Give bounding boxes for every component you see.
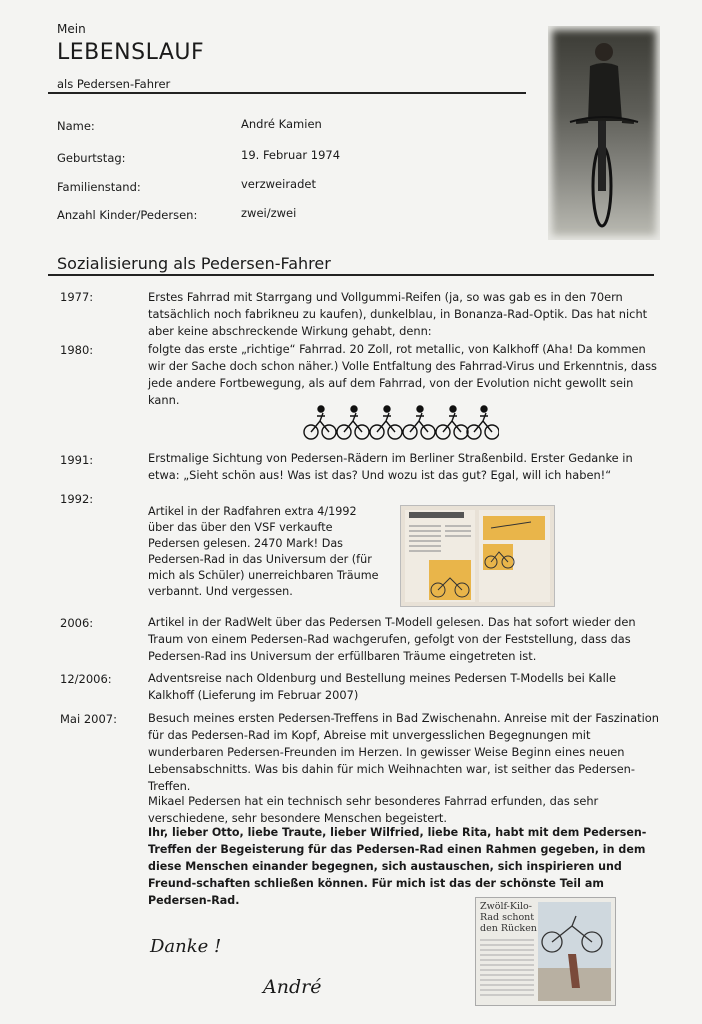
entry-year: 12/2006: [60, 672, 112, 686]
newspaper-clipping [475, 897, 616, 1006]
entry-year: 2006: [60, 616, 94, 630]
bicycles-illustration [303, 404, 499, 442]
page-title: LEBENSLAUF [57, 40, 205, 65]
entry-year: 1991: [60, 453, 94, 467]
marital-status-label: Familienstand: [57, 180, 141, 194]
birthday-value: 19. Februar 1974 [241, 148, 341, 162]
children-label: Anzahl Kinder/Pedersen: [57, 208, 198, 222]
cyclist-photo [548, 26, 660, 240]
clipping-headline: Zwölf-Kilo-Rad schont den Rücken [480, 901, 537, 934]
entry-text: Artikel in der Radfahren extra 4/1992 über das über den VSF verkaufte Pedersen gelesen. 2470 Mark! Das Pedersen-Rad in das Universum der (für mich als Schüler) unerreichbaren Träume verbannt. Und vergessen. [148, 505, 379, 598]
section-title: Sozialisierung als Pedersen-Fahrer [57, 254, 331, 273]
signature: André [263, 976, 322, 998]
entry-text: Erstmalige Sichtung von Pedersen-Rädern im Berliner Straßenbild. Erster Gedanke in etwa: „Sieht schön aus! Was ist das? Und wozu ist das gut? Egal, will ich haben!“ [148, 451, 633, 482]
header-divider [48, 92, 526, 94]
thanks-note: Danke ! [150, 936, 222, 957]
closing-bold-text: Ihr, lieber Otto, liebe Traute, lieber Wilfried, liebe Rita, habt mit dem Pedersen-Treffen der Begeisterung für das Pedersen-Rad einen Rahmen gegeben, in dem diese Menschen einander begegnen, sich austauschen, sich inspirieren und Freund-schaften schließen können. Für mich ist das der schönste Teil am Pedersen-Rad. [148, 826, 647, 907]
closing-text: Mikael Pedersen hat ein technisch sehr besonderes Fahrrad erfunden, das sehr verschiedene, sehr besondere Menschen begeistert. [148, 794, 599, 825]
section-divider [48, 274, 654, 276]
entry-year: 1977: [60, 290, 94, 304]
page-subtitle: als Pedersen-Fahrer [57, 77, 171, 91]
header-pre: Mein [57, 22, 86, 36]
children-value: zwei/zwei [241, 206, 297, 220]
entry-text: Artikel in der RadWelt über das Pedersen T-Modell gelesen. Das hat sofort wieder den Traum von einem Pedersen-Rad wachgerufen, gefolgt von der Feststellung, dass das Pedersen-Rad ins Universum der erfüllbaren Träume eingetreten ist. [148, 615, 636, 663]
entry-text: Erstes Fahrrad mit Starrgang und Vollgummi-Reifen (ja, so was gab es in den 70ern tatsächlich noch fabrikneu zu kaufen), dunkelblau, in Bonanza-Rad-Optik. Das hat nicht aber keine abschreckende Wirkung gehabt, denn: [148, 290, 648, 338]
entry-text: folgte das erste „richtige“ Fahrrad. 20 Zoll, rot metallic, von Kalkhoff (Aha! Da kommen wir der Sache doch schon näher.) Volle Entfaltung des Fahrrad-Virus und Erkenntnis, dass jede andere Fortbewegung, als auf dem Fahrrad, von der Evolution nicht gewollt sein kann. [148, 342, 657, 407]
name-label: Name: [57, 119, 95, 133]
entry-text: Besuch meines ersten Pedersen-Treffens in Bad Zwischenahn. Anreise mit der Faszination für das Pedersen-Rad im Kopf, Abreise mit unvergesslichen Begegnungen mit wunderbaren Pedersen-Freunden im Herzen. In gewisser Weise Beginn eines neuen Lebensabschnitts. Was bis dahin für mich Weihnachten war, ist seither das Pedersen-Treffen. [148, 711, 659, 793]
entry-text: Adventsreise nach Oldenburg und Bestellung meines Pedersen T-Modells bei Kalle Kalkhoff (Lieferung im Februar 2007) [148, 671, 616, 702]
entry-year: Mai 2007: [60, 712, 117, 726]
name-value: André Kamien [241, 117, 322, 131]
marital-status-value: verzweiradet [241, 177, 316, 191]
entry-year: 1992: [60, 492, 94, 506]
magazine-clipping [400, 505, 555, 607]
birthday-label: Geburtstag: [57, 151, 126, 165]
entry-year: 1980: [60, 343, 94, 357]
